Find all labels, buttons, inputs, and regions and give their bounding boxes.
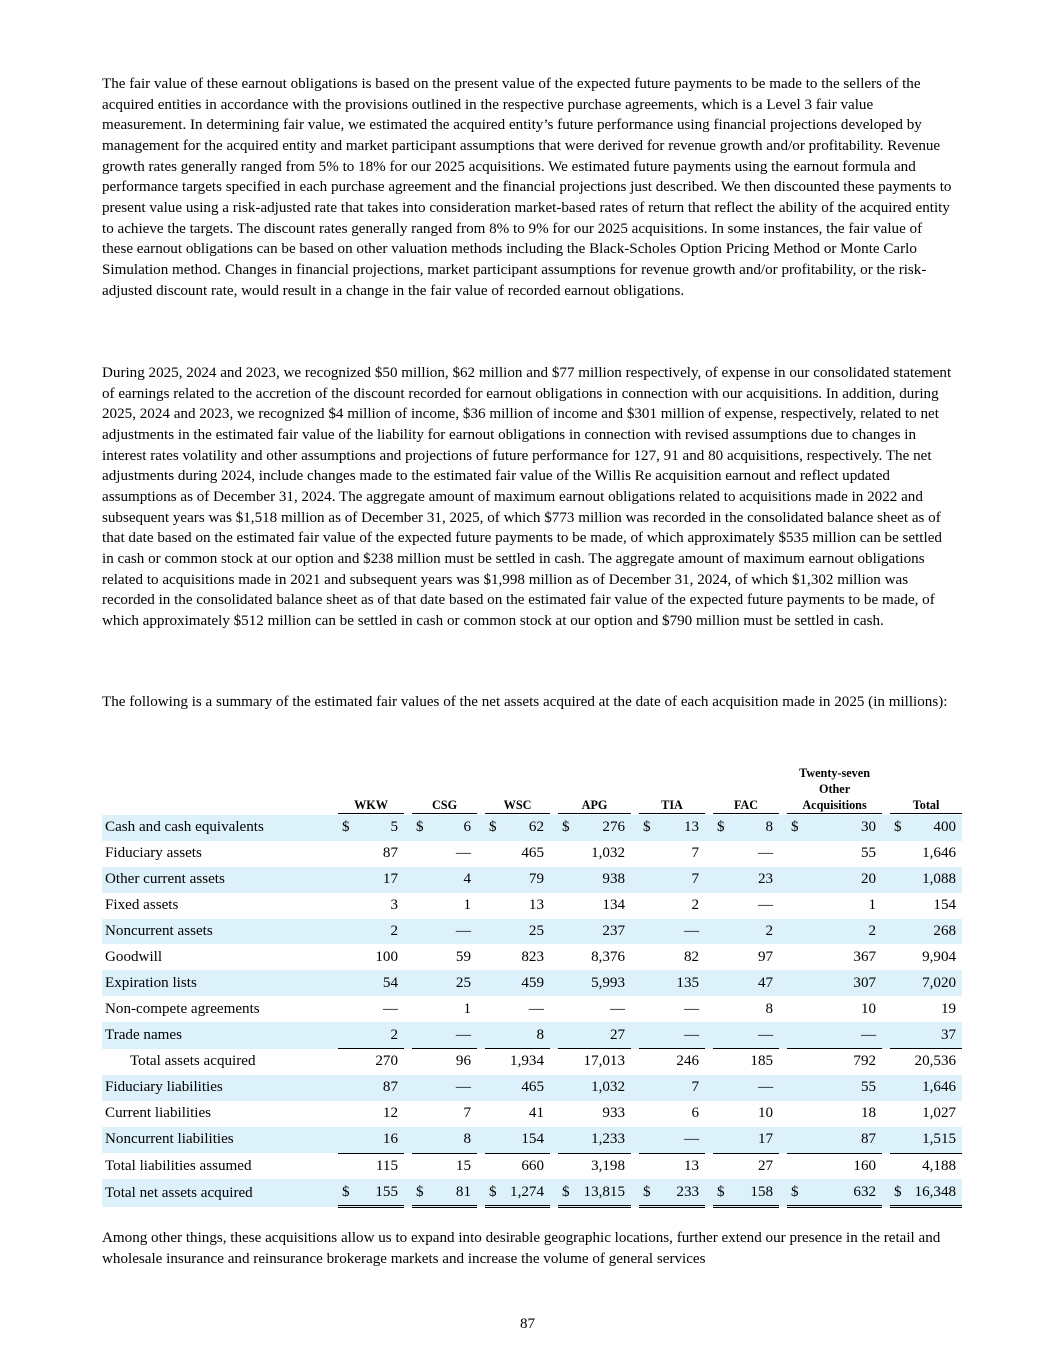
currency-symbol: $ <box>890 1179 906 1206</box>
currency-symbol <box>639 1101 655 1127</box>
currency-symbol <box>787 1075 803 1101</box>
cell-value: 8 <box>428 1127 477 1153</box>
cell-value: 20,536 <box>914 1053 957 1070</box>
currency-symbol <box>890 1022 906 1048</box>
cell-value: 87 <box>382 845 399 862</box>
currency-symbol <box>890 1127 906 1153</box>
cell-value: 1,274 <box>501 1179 550 1206</box>
cell-value: 4 <box>428 867 477 893</box>
currency-symbol <box>412 893 428 919</box>
cell-value: 10 <box>757 1105 774 1122</box>
cell-value: 367 <box>853 948 877 965</box>
currency-symbol: $ <box>485 815 501 841</box>
cell-value: 23 <box>729 867 779 893</box>
currency-symbol <box>485 919 501 945</box>
row-label: Noncurrent liabilities <box>102 1127 330 1153</box>
row-label: Trade names <box>102 1022 330 1048</box>
cell-value: 1 <box>463 1000 472 1017</box>
currency-symbol <box>412 841 428 867</box>
currency-symbol <box>412 1127 428 1153</box>
currency-symbol <box>485 1022 501 1048</box>
currency-symbol <box>713 996 729 1022</box>
cell-value: 1,233 <box>574 1127 631 1153</box>
currency-symbol <box>338 944 354 970</box>
currency-symbol <box>787 867 803 893</box>
row-label: Fiduciary assets <box>105 845 202 862</box>
currency-symbol <box>890 1049 906 1075</box>
cell-value: 1,032 <box>591 845 626 862</box>
cell-value: 3 <box>390 897 399 914</box>
cell-value: 87 <box>354 1075 404 1101</box>
cell-value: — <box>757 897 774 914</box>
currency-symbol <box>338 919 354 945</box>
header-csg: CSG <box>412 762 477 815</box>
table-row <box>102 919 962 945</box>
currency-symbol <box>787 944 803 970</box>
table-row <box>102 1101 962 1127</box>
cell-value: 13 <box>655 815 705 841</box>
currency-symbol <box>639 1049 655 1075</box>
currency-symbol <box>485 841 501 867</box>
cell-value: 7 <box>655 1075 705 1101</box>
cell-value: 1,646 <box>906 1075 962 1101</box>
currency-symbol <box>639 1022 655 1048</box>
cell-value: 20 <box>803 867 882 893</box>
acquisitions-purpose-paragraph: Among other things, these acquisitions allow us to expand into desirable geographic locations, further extend our presence in the retail and wholesale insurance and reinsurance brokerage markets and increase the volume of general services <box>102 1230 941 1267</box>
cell-value: 8 <box>765 1000 774 1017</box>
currency-symbol <box>338 1049 354 1075</box>
currency-symbol <box>890 1153 906 1179</box>
currency-symbol <box>713 970 729 996</box>
currency-symbol <box>558 1153 574 1179</box>
currency-symbol: $ <box>890 815 906 841</box>
currency-symbol <box>639 919 655 945</box>
currency-symbol <box>485 1127 501 1153</box>
currency-symbol <box>890 944 906 970</box>
cell-value: 12 <box>382 1105 399 1122</box>
earnout-fair-value-paragraph: The fair value of these earnout obligations is based on the present value of the expected future payments to be made to the sellers of the acquired entities in accordance with the provisions outlined in the respective purchase agreements, which is a Level 3 fair value measurement. In determining fair value, we estimated the acquired entity’s future performance using financial projections developed by management for the acquired entity and market participant assumptions that were derived for revenue growth and/or profitability. Revenue growth rates generally ranged from 5% to 18% for our 2025 acquisitions. We estimated future payments using the earnout formula and performance targets specified in each purchase agreement and the financial projections just described. We then discounted these payments to present value using a risk-adjusted rate that takes into consideration market-based rates of return that reflect the ability of the acquired entity to achieve the targets. The discount rates generally ranged from 8% to 9% for our 2025 acquisitions. In some instances, the fair value of these earnout obligations can be based on other valuation methods including the Black-Scholes Option Pricing Method or Monte Carlo Simulation method. Changes in financial projections, market participant assumptions for revenue growth and/or profitability, or the risk-adjusted discount rate, would result in a change in the fair value of recorded earnout obligations. <box>102 76 952 299</box>
currency-symbol <box>713 944 729 970</box>
cell-value: 155 <box>354 1179 404 1206</box>
table-row <box>102 1153 962 1179</box>
cell-value: 1,088 <box>906 867 962 893</box>
cell-value: — <box>609 1000 626 1017</box>
currency-symbol <box>558 841 574 867</box>
cell-value: 660 <box>521 1158 545 1175</box>
currency-symbol <box>485 1049 501 1075</box>
cell-value: 27 <box>574 1022 631 1048</box>
currency-symbol <box>787 996 803 1022</box>
currency-symbol <box>338 893 354 919</box>
currency-symbol <box>412 944 428 970</box>
cell-value: — <box>655 919 705 945</box>
header-fac: FAC <box>713 762 779 815</box>
cell-value: 16,348 <box>906 1179 962 1206</box>
row-label: Total net assets acquired <box>102 1179 330 1206</box>
currency-symbol <box>485 1101 501 1127</box>
cell-value: 19 <box>940 1000 957 1017</box>
currency-symbol <box>338 1075 354 1101</box>
cell-value: 25 <box>501 919 550 945</box>
currency-symbol <box>787 1101 803 1127</box>
currency-symbol <box>338 970 354 996</box>
cell-value: 276 <box>574 815 631 841</box>
currency-symbol <box>713 1153 729 1179</box>
cell-value: 400 <box>906 815 962 841</box>
currency-symbol <box>639 893 655 919</box>
cell-value: 270 <box>375 1053 399 1070</box>
cell-value: 55 <box>803 1075 882 1101</box>
net-assets-acquired-table <box>102 762 962 1208</box>
currency-symbol <box>558 919 574 945</box>
cell-value: 135 <box>655 970 705 996</box>
cell-value: 465 <box>521 845 545 862</box>
table-row <box>102 841 962 867</box>
header-total: Total <box>890 762 962 815</box>
cell-value: 15 <box>455 1158 472 1175</box>
currency-symbol <box>485 944 501 970</box>
currency-symbol <box>558 1101 574 1127</box>
table-row <box>102 970 962 996</box>
cell-value: 1,646 <box>922 845 957 862</box>
cell-value: 1,515 <box>906 1127 962 1153</box>
cell-value: 7 <box>691 845 700 862</box>
currency-symbol <box>412 867 428 893</box>
cell-value: — <box>455 845 472 862</box>
cell-value: 1,032 <box>574 1075 631 1101</box>
table-row <box>102 1179 962 1206</box>
cell-value: — <box>428 1075 477 1101</box>
cell-value: 100 <box>375 948 399 965</box>
currency-symbol <box>558 1075 574 1101</box>
cell-value: 933 <box>602 1105 626 1122</box>
currency-symbol <box>412 1049 428 1075</box>
cell-value: 2 <box>803 919 882 945</box>
currency-symbol <box>485 1153 501 1179</box>
currency-symbol <box>713 841 729 867</box>
currency-symbol <box>713 893 729 919</box>
currency-symbol <box>639 867 655 893</box>
cell-value: — <box>729 1075 779 1101</box>
row-label: Goodwill <box>105 948 163 965</box>
currency-symbol <box>713 1075 729 1101</box>
currency-symbol <box>890 996 906 1022</box>
cell-value: 268 <box>906 919 962 945</box>
currency-symbol <box>639 841 655 867</box>
cell-value: 2 <box>691 897 700 914</box>
cell-value: 134 <box>602 897 626 914</box>
cell-value: 13 <box>528 897 545 914</box>
cell-value: 4,188 <box>922 1158 957 1175</box>
currency-symbol <box>338 1153 354 1179</box>
cell-value: 9,904 <box>922 948 957 965</box>
cell-value: 246 <box>676 1053 700 1070</box>
currency-symbol <box>787 919 803 945</box>
cell-value: 41 <box>528 1105 545 1122</box>
cell-value: — <box>655 1127 705 1153</box>
currency-symbol <box>639 1153 655 1179</box>
cell-value: 7 <box>463 1105 472 1122</box>
row-label: Fixed assets <box>105 897 179 914</box>
currency-symbol <box>412 1101 428 1127</box>
row-label: Fiduciary liabilities <box>102 1075 330 1101</box>
cell-value: 59 <box>455 948 472 965</box>
cell-value: 79 <box>501 867 550 893</box>
cell-value: 158 <box>729 1179 779 1206</box>
currency-symbol <box>412 1075 428 1101</box>
currency-symbol <box>485 1075 501 1101</box>
cell-value: 54 <box>354 970 404 996</box>
cell-value: 18 <box>860 1105 877 1122</box>
header-wsc: WSC <box>485 762 550 815</box>
row-label: Current liabilities <box>105 1105 212 1122</box>
currency-symbol <box>639 944 655 970</box>
currency-symbol <box>639 1127 655 1153</box>
cell-value: 5 <box>354 815 404 841</box>
cell-value: — <box>683 1000 700 1017</box>
currency-symbol: $ <box>787 815 803 841</box>
currency-symbol <box>639 1075 655 1101</box>
row-label: Non-compete agreements <box>105 1000 260 1017</box>
header-wkw: WKW <box>338 762 404 815</box>
currency-symbol <box>713 919 729 945</box>
cell-value: 7 <box>655 867 705 893</box>
currency-symbol <box>338 1022 354 1048</box>
cell-value: 465 <box>501 1075 550 1101</box>
cell-value: 237 <box>574 919 631 945</box>
cell-value: 16 <box>354 1127 404 1153</box>
table-row <box>102 1049 962 1075</box>
cell-value: 25 <box>428 970 477 996</box>
cell-value: 8,376 <box>591 948 626 965</box>
currency-symbol: $ <box>338 1179 354 1206</box>
currency-symbol <box>485 970 501 996</box>
table-row <box>102 1075 962 1101</box>
cell-value: 2 <box>354 1022 404 1048</box>
earnout-expense-paragraph: During 2025, 2024 and 2023, we recognized $50 million, $62 million and $77 million respectively, of expense in our consolidated statement of earnings related to the accretion of the discount recorded for earnout obligations in connection with our acquisitions. In addition, during 2025, 2024 and 2023, we recognized $4 million of income, $36 million of income and $301 million of expense, respectively, related to net adjustments in the estimated fair value of the liability for earnout obligations in connection with revised assumptions due to changes in interest rates volatility and other assumptions and projections of future performance for 127, 91 and 80 acquisitions, respectively. The net adjustments during 2024, include changes made to the estimated fair value of the Willis Re acquisition earnout and reflect updated assumptions as of December 31, 2024. The aggregate amount of maximum earnout obligations related to acquisitions made in 2022 and subsequent years was $1,518 million as of December 31, 2025, of which $773 million was recorded in the consolidated balance sheet as of that date based on the estimated fair value of the expected future payments to be made, of which approximately $535 million can be settled in cash or common stock at our option and $238 million must be settled in cash. The aggregate amount of maximum earnout obligations related to acquisitions made in 2021 and subsequent years was $1,998 million as of December 31, 2024, of which $1,302 million was recorded in the consolidated balance sheet as of that date based on the estimated fair value of the expected future payments to be made, of which approximately $512 million can be settled in cash or common stock at our option and $790 million must be settled in cash. <box>102 365 952 629</box>
table-intro-paragraph: The following is a summary of the estimated fair values of the net assets acquired at the date of each acquisition made in 2025 (in millions): <box>102 694 948 710</box>
row-label: Total assets acquired <box>130 1053 256 1070</box>
cell-value: 10 <box>860 1000 877 1017</box>
table-row <box>102 893 962 919</box>
currency-symbol <box>787 970 803 996</box>
cell-value: 6 <box>428 815 477 841</box>
currency-symbol <box>412 970 428 996</box>
currency-symbol <box>558 1127 574 1153</box>
cell-value: 81 <box>428 1179 477 1206</box>
currency-symbol <box>558 996 574 1022</box>
currency-symbol <box>639 996 655 1022</box>
currency-symbol <box>787 1153 803 1179</box>
cell-value: 632 <box>803 1179 882 1206</box>
cell-value: — <box>428 919 477 945</box>
currency-symbol <box>558 893 574 919</box>
currency-symbol <box>890 841 906 867</box>
currency-symbol: $ <box>558 815 574 841</box>
currency-symbol <box>558 867 574 893</box>
cell-value: 17 <box>729 1127 779 1153</box>
currency-symbol <box>890 867 906 893</box>
currency-symbol: $ <box>485 1179 501 1206</box>
currency-symbol <box>787 841 803 867</box>
currency-symbol <box>787 1127 803 1153</box>
currency-symbol: $ <box>713 1179 729 1206</box>
cell-value: 7,020 <box>906 970 962 996</box>
cell-value: — <box>382 1000 399 1017</box>
currency-symbol <box>713 1127 729 1153</box>
row-label: Noncurrent assets <box>102 919 330 945</box>
currency-symbol: $ <box>639 1179 655 1206</box>
currency-symbol <box>485 893 501 919</box>
table-row <box>102 1022 962 1048</box>
currency-symbol <box>485 996 501 1022</box>
currency-symbol <box>338 867 354 893</box>
cell-value: 17 <box>354 867 404 893</box>
table-row <box>102 867 962 893</box>
cell-value: 792 <box>853 1053 877 1070</box>
currency-symbol <box>558 970 574 996</box>
cell-value: 8 <box>501 1022 550 1048</box>
cell-value: 97 <box>757 948 774 965</box>
currency-symbol <box>713 1101 729 1127</box>
cell-value: — <box>428 1022 477 1048</box>
currency-symbol <box>713 1022 729 1048</box>
header-blank <box>102 762 330 815</box>
cell-value: 1 <box>868 897 877 914</box>
currency-symbol <box>890 919 906 945</box>
currency-symbol <box>338 1127 354 1153</box>
currency-symbol <box>890 893 906 919</box>
cell-value: 459 <box>501 970 550 996</box>
table-row <box>102 815 962 841</box>
header-tia: TIA <box>639 762 705 815</box>
header-apg: APG <box>558 762 631 815</box>
cell-value: 938 <box>574 867 631 893</box>
cell-value: 30 <box>803 815 882 841</box>
cell-value: 307 <box>803 970 882 996</box>
currency-symbol <box>558 1022 574 1048</box>
cell-value: 115 <box>375 1158 399 1175</box>
currency-symbol <box>558 1049 574 1075</box>
currency-symbol <box>485 867 501 893</box>
cell-value: 96 <box>455 1053 472 1070</box>
cell-value: 5,993 <box>574 970 631 996</box>
currency-symbol <box>787 1022 803 1048</box>
cell-value: 17,013 <box>583 1053 626 1070</box>
row-label: Expiration lists <box>102 970 330 996</box>
currency-symbol <box>558 944 574 970</box>
cell-value: 1,027 <box>922 1105 957 1122</box>
currency-symbol <box>787 893 803 919</box>
currency-symbol <box>412 919 428 945</box>
currency-symbol <box>890 1075 906 1101</box>
currency-symbol: $ <box>639 815 655 841</box>
currency-symbol <box>338 1101 354 1127</box>
currency-symbol <box>338 996 354 1022</box>
cell-value: — <box>655 1022 705 1048</box>
table-row <box>102 944 962 970</box>
currency-symbol <box>639 970 655 996</box>
cell-value: 823 <box>521 948 545 965</box>
currency-symbol <box>412 1022 428 1048</box>
cell-value: 160 <box>853 1158 877 1175</box>
currency-symbol: $ <box>412 815 428 841</box>
cell-value: 37 <box>906 1022 962 1048</box>
currency-symbol <box>338 841 354 867</box>
currency-symbol: $ <box>787 1179 803 1206</box>
cell-value: 2 <box>729 919 779 945</box>
cell-value: 1 <box>463 897 472 914</box>
cell-value: 1,934 <box>510 1053 545 1070</box>
cell-value: 154 <box>933 897 957 914</box>
cell-value: — <box>803 1022 882 1048</box>
cell-value: 185 <box>750 1053 774 1070</box>
cell-value: 2 <box>354 919 404 945</box>
currency-symbol: $ <box>713 815 729 841</box>
cell-value: — <box>757 845 774 862</box>
cell-value: 13,815 <box>574 1179 631 1206</box>
cell-value: 154 <box>501 1127 550 1153</box>
currency-symbol: $ <box>412 1179 428 1206</box>
currency-symbol <box>713 867 729 893</box>
cell-value: 6 <box>691 1105 700 1122</box>
row-label: Total liabilities assumed <box>105 1157 252 1174</box>
currency-symbol <box>890 1101 906 1127</box>
cell-value: 3,198 <box>591 1158 626 1175</box>
cell-value: — <box>729 1022 779 1048</box>
cell-value: 47 <box>729 970 779 996</box>
cell-value: 13 <box>683 1158 700 1175</box>
table-row <box>102 996 962 1022</box>
row-label: Other current assets <box>102 867 330 893</box>
currency-symbol <box>890 970 906 996</box>
cell-value: 62 <box>501 815 550 841</box>
currency-symbol: $ <box>558 1179 574 1206</box>
currency-symbol <box>787 1049 803 1075</box>
currency-symbol <box>412 1153 428 1179</box>
cell-value: 87 <box>803 1127 882 1153</box>
table-header-row <box>102 762 962 815</box>
currency-symbol <box>412 996 428 1022</box>
cell-value: 27 <box>757 1158 774 1175</box>
header-other-acquisitions: Twenty-seven Other Acquisitions <box>787 762 882 815</box>
row-label: Cash and cash equivalents <box>102 815 330 841</box>
cell-value: 233 <box>655 1179 705 1206</box>
table-row <box>102 1127 962 1153</box>
cell-value: — <box>528 1000 545 1017</box>
cell-value: 55 <box>860 845 877 862</box>
cell-value: 8 <box>729 815 779 841</box>
page-number: 87 <box>520 1316 535 1332</box>
cell-value: 82 <box>683 948 700 965</box>
currency-symbol: $ <box>338 815 354 841</box>
currency-symbol <box>713 1049 729 1075</box>
